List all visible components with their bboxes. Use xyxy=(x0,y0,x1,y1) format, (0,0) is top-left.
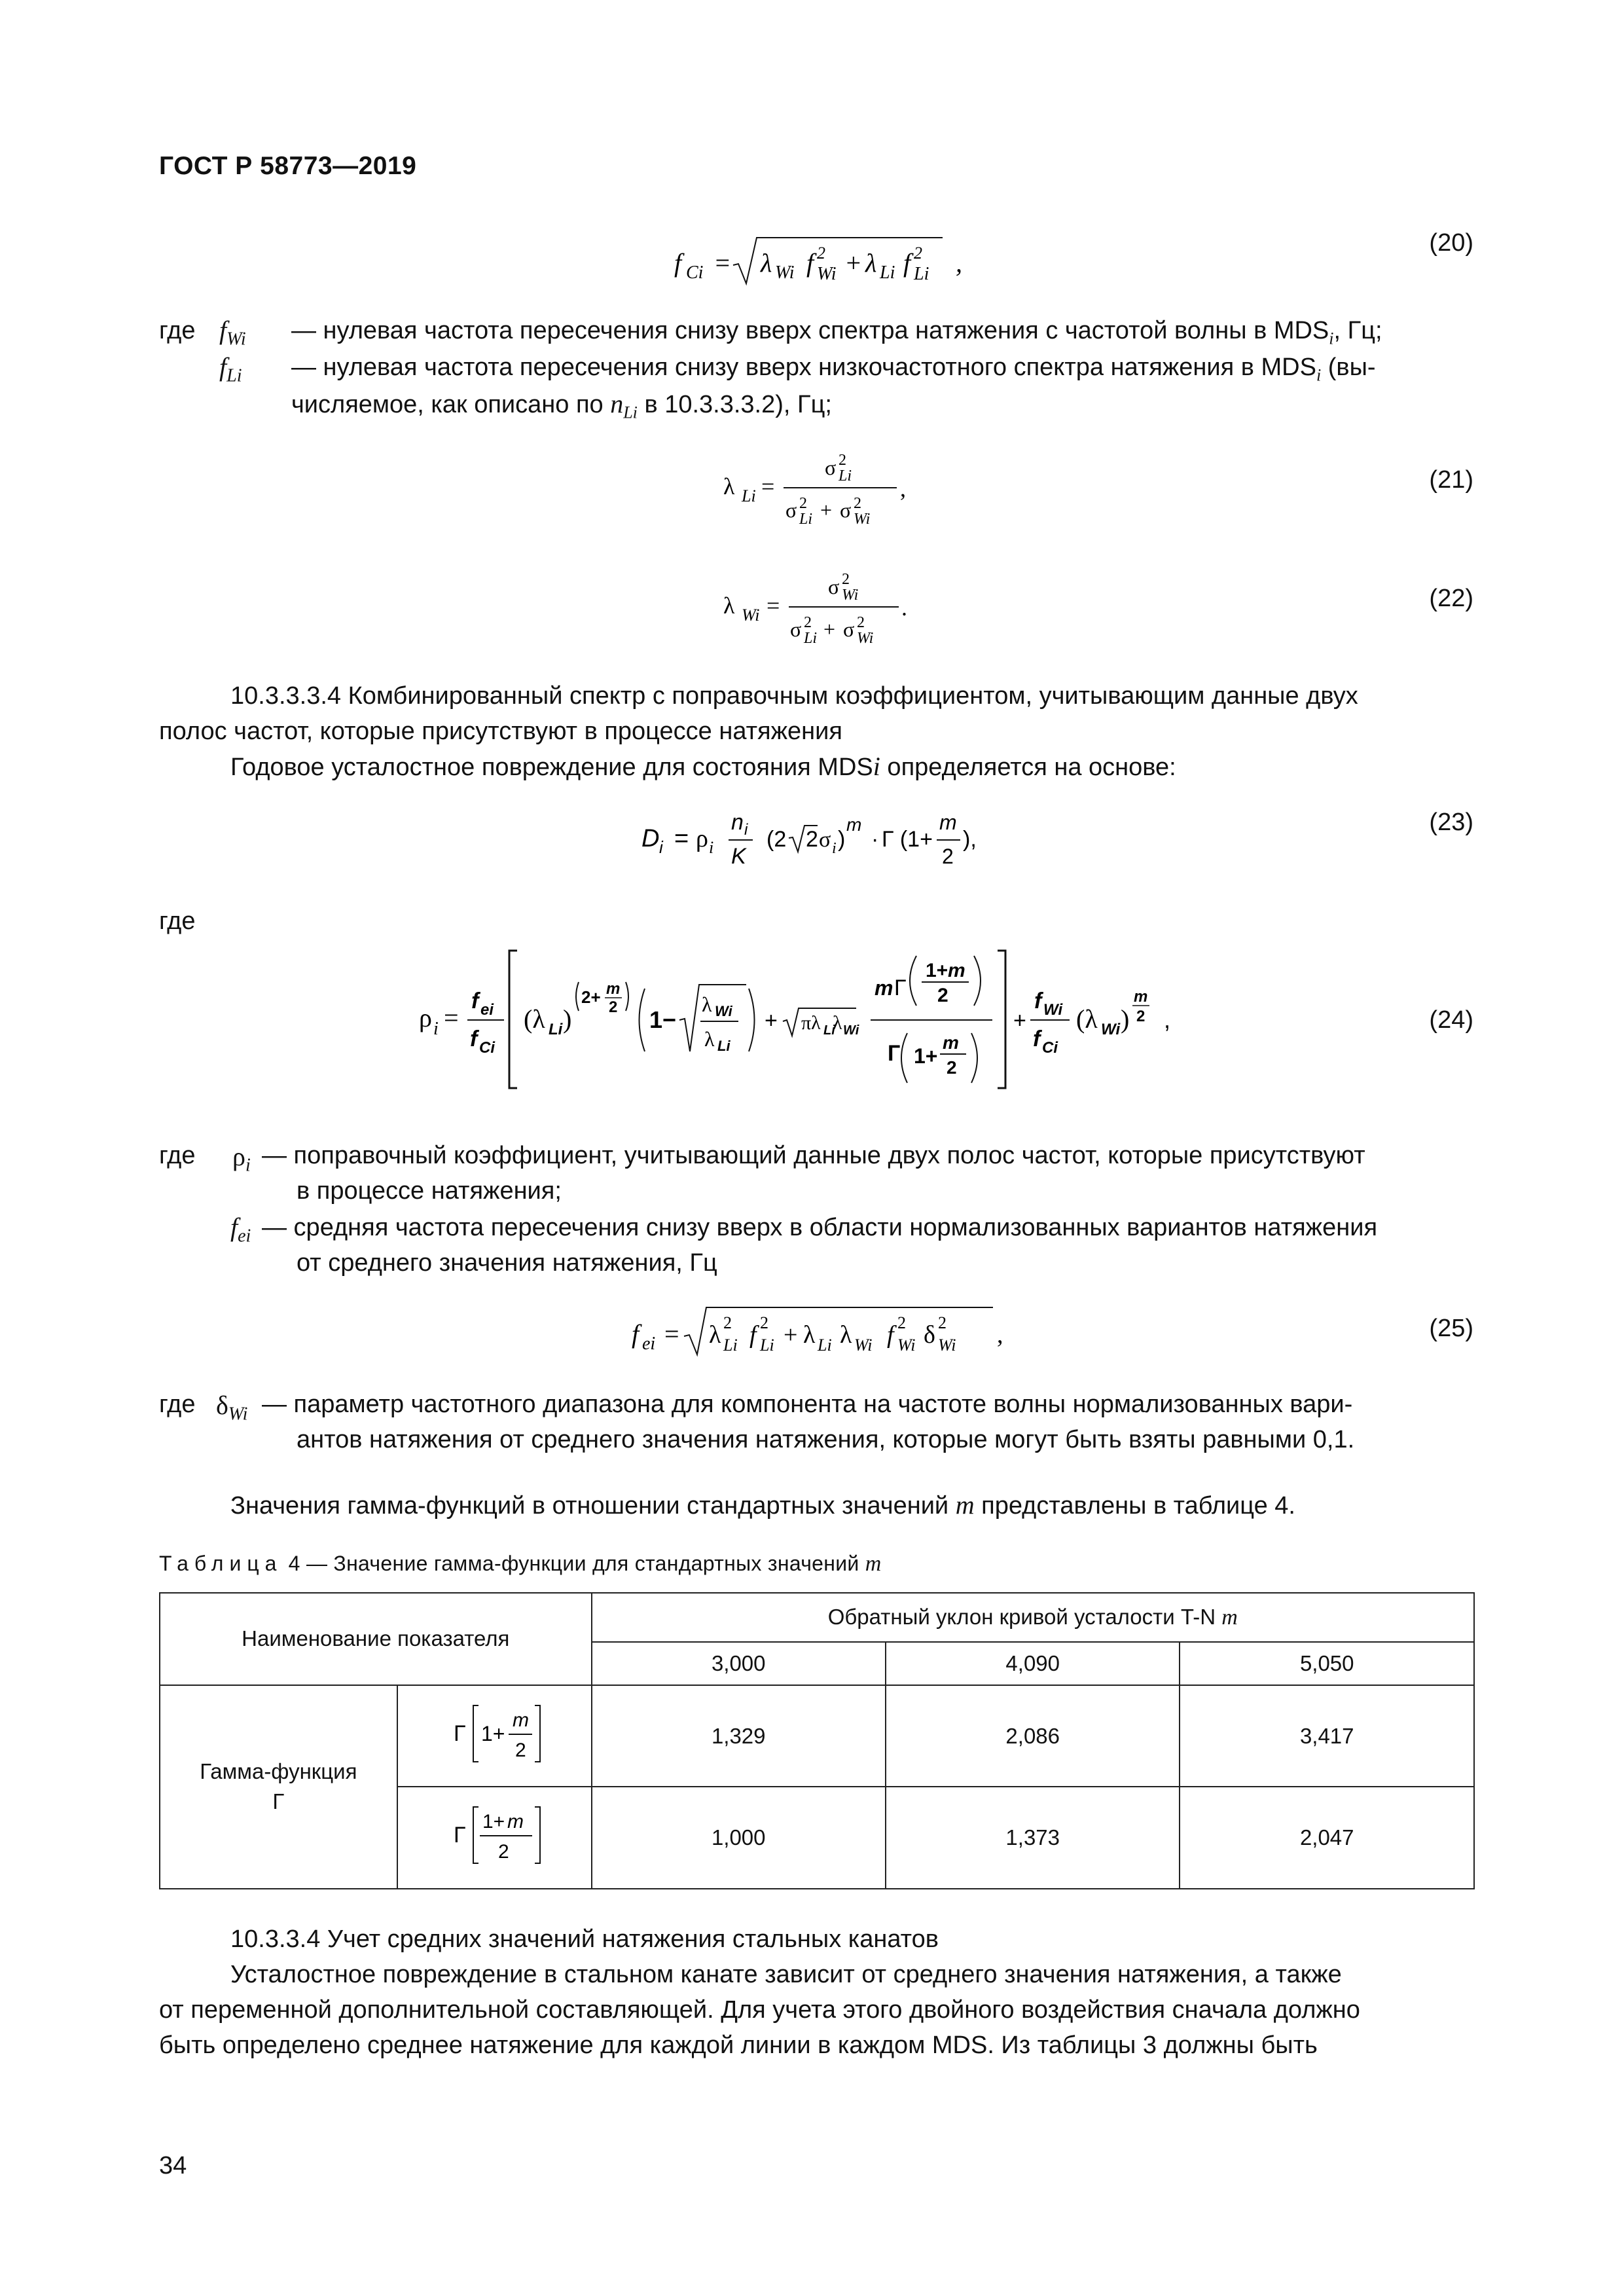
svg-text:σ: σ xyxy=(825,456,837,479)
equation-21 xyxy=(723,445,920,534)
svg-text:,: , xyxy=(900,475,906,501)
table-column-header: 5,050 xyxy=(1180,1642,1474,1685)
svg-text:Wi: Wi xyxy=(775,263,795,283)
table-cell: 2,047 xyxy=(1180,1787,1474,1889)
svg-text:ρ: ρ xyxy=(696,825,708,852)
svg-text:2: 2 xyxy=(897,1313,906,1332)
svg-text:Li: Li xyxy=(549,1021,563,1038)
svg-text:=: = xyxy=(674,825,689,852)
table-column-header: 4,090 xyxy=(886,1642,1180,1685)
svg-text:Li: Li xyxy=(799,511,813,528)
svg-text:n: n xyxy=(731,810,744,835)
svg-text:Wi: Wi xyxy=(742,606,760,625)
table-column-header: 3,000 xyxy=(592,1642,886,1685)
svg-text:+: + xyxy=(820,498,833,522)
svg-text:f: f xyxy=(1034,989,1042,1013)
svg-text:f: f xyxy=(806,248,814,278)
table-formula-1 xyxy=(397,1685,592,1787)
svg-text:Г: Г xyxy=(888,1041,901,1066)
gamma-intro-b: представлены в таблице 4. xyxy=(974,1492,1295,1520)
svg-text:m: m xyxy=(948,960,965,981)
svg-text:m: m xyxy=(943,1032,959,1053)
svg-text:Wi: Wi xyxy=(715,1003,732,1019)
equation-22-number: (22) xyxy=(1429,585,1473,612)
gamma-intro: Значения гамма-функций в отношении стандартных значений m представлены в таблице 4. xyxy=(230,1490,1295,1520)
section-text-line3b: определяется на основе: xyxy=(880,754,1176,781)
table-cell: 3,417 xyxy=(1180,1685,1474,1787)
definition-fei-line2: от среднего значения натяжения, Гц xyxy=(297,1249,717,1277)
svg-text:(λ: (λ xyxy=(524,1004,545,1034)
svg-text:ei: ei xyxy=(480,1001,494,1019)
definition-fwi-tail: , Гц; xyxy=(1333,317,1382,344)
svg-text:δ: δ xyxy=(924,1321,935,1349)
svg-text:i: i xyxy=(832,840,837,857)
symbol-delta: $\delta_{Wi}$ xyxy=(216,1391,248,1425)
svg-text:m: m xyxy=(606,980,621,998)
definition-delta-line2: антов натяжения от среднего значения натяжения, которые могут быть взяты равными 0,1. xyxy=(297,1426,1355,1453)
svg-text:1+: 1+ xyxy=(926,960,948,981)
symbol-rho: $\rho_i$ xyxy=(232,1142,251,1176)
table-formula-2 xyxy=(397,1787,592,1889)
svg-text:Wi: Wi xyxy=(857,630,874,647)
svg-text:): ) xyxy=(838,827,846,852)
svg-text:λ: λ xyxy=(709,1321,721,1349)
svg-text:Li: Li xyxy=(804,630,818,647)
svg-text:=: = xyxy=(761,473,775,500)
svg-text:f: f xyxy=(1033,1027,1041,1051)
equation-20-formula xyxy=(668,232,1008,291)
section-heading-line1: 10.3.3.3.4 Комбинированный спектр с поправочным коэффициентом, учитывающим данные двух xyxy=(230,682,1358,710)
where-label-4: где xyxy=(159,1391,196,1418)
svg-text:m: m xyxy=(507,1811,524,1833)
equation-23 xyxy=(638,802,1005,877)
definition-fli-text: — нулевая частота пересечения снизу вверх низкочастотного спектра натяжения в MDS xyxy=(291,354,1316,381)
svg-text:i: i xyxy=(659,837,663,857)
equation-24-number: (24) xyxy=(1429,1006,1473,1034)
svg-text:λ: λ xyxy=(761,248,772,278)
definition-rho: — поправочный коэффициент, учитывающий данные двух полос частот, которые присутствуют xyxy=(262,1142,1365,1169)
definition-fli-line2b: в 10.3.3.3.2), Гц; xyxy=(637,391,832,418)
svg-text:2: 2 xyxy=(839,452,846,469)
svg-text:ei: ei xyxy=(642,1334,656,1354)
svg-text:Г: Г xyxy=(454,1721,466,1746)
definition-delta: — параметр частотного диапазона для компонента на частоте волны нормализованных вари- xyxy=(262,1391,1353,1418)
svg-text:σ: σ xyxy=(843,617,855,641)
table-header-group: Обратный уклон кривой усталости T-N m xyxy=(592,1593,1475,1642)
svg-text:Wi: Wi xyxy=(843,1023,859,1038)
equation-22 xyxy=(723,564,920,653)
definition-fli-line2: числяемое, как описано по $n_{Li}$ в 10.3.3.3.2), Гц; xyxy=(291,389,832,422)
svg-text:2: 2 xyxy=(515,1739,526,1761)
svg-text:2: 2 xyxy=(854,495,861,512)
svg-text:m: m xyxy=(513,1709,530,1731)
svg-text:Li: Li xyxy=(823,1023,835,1038)
svg-text:2: 2 xyxy=(1136,1008,1146,1025)
table-header-group-text: Обратный уклон кривой усталости T-N xyxy=(827,1604,1222,1629)
section-heading-line2: полос частот, которые присутствуют в процессе натяжения xyxy=(159,718,842,745)
svg-text:f: f xyxy=(903,248,911,278)
svg-text:λ: λ xyxy=(704,1027,715,1051)
svg-text:Ci: Ci xyxy=(686,263,704,283)
svg-text:i: i xyxy=(433,1019,439,1039)
svg-text:Wi: Wi xyxy=(1101,1021,1121,1038)
definition-fli-tail: (вы- xyxy=(1321,354,1376,381)
svg-text:Wi: Wi xyxy=(842,587,859,604)
svg-text:=: = xyxy=(444,1003,459,1032)
svg-text:1−: 1− xyxy=(649,1006,677,1033)
gamma-formula-2 xyxy=(435,1799,553,1871)
svg-text:σ: σ xyxy=(790,617,802,641)
svg-text:Li: Li xyxy=(760,1336,774,1355)
definition-fwi: — нулевая частота пересечения снизу вверх спектра натяжения с частотой волны в $MDS_i$, Гц; xyxy=(291,317,1382,348)
svg-text:σ: σ xyxy=(840,498,852,522)
svg-text:ρ: ρ xyxy=(419,1003,432,1032)
table-header-name: Наименование показателя xyxy=(160,1593,592,1685)
svg-text:2+: 2+ xyxy=(581,987,601,1007)
table-caption: Таблица 4 — Значение гамма-функции для стандартных значений m xyxy=(159,1552,882,1576)
svg-text:+: + xyxy=(784,1321,798,1349)
table-row-label-line1: Гамма-функция xyxy=(200,1759,357,1784)
svg-text:λ: λ xyxy=(723,592,735,619)
definition-fwi-text: — нулевая частота пересечения снизу вверх спектра натяжения с частотой волны в MDS xyxy=(291,317,1329,344)
svg-text:2: 2 xyxy=(498,1841,509,1863)
svg-text:1+: 1+ xyxy=(481,1721,505,1745)
svg-text:Г: Г xyxy=(894,975,907,1000)
svg-text:i: i xyxy=(744,821,748,839)
definition-fli: — нулевая частота пересечения снизу вверх низкочастотного спектра натяжения в $MDS_i$ (вы- xyxy=(291,354,1376,385)
svg-text:2: 2 xyxy=(914,244,922,263)
svg-text:=: = xyxy=(767,592,780,619)
equation-20-number: (20) xyxy=(1429,229,1473,257)
svg-text:Wi: Wi xyxy=(854,1336,873,1355)
gamma-table xyxy=(159,1592,1475,1889)
equation-23-number: (23) xyxy=(1429,809,1473,836)
equation-21-number: (21) xyxy=(1429,466,1473,494)
svg-text:Г (1+: Г (1+ xyxy=(882,827,933,852)
svg-text:K: K xyxy=(731,844,746,869)
equation-20 xyxy=(668,232,1008,298)
where-label-2: где xyxy=(159,907,196,935)
svg-text:Ci: Ci xyxy=(1042,1039,1058,1057)
equation-24-formula xyxy=(419,943,1231,1093)
svg-text:m: m xyxy=(1134,988,1148,1006)
gamma-intro-a: Значения гамма-функций в отношении стандартных значений xyxy=(230,1492,956,1520)
svg-text:1+: 1+ xyxy=(914,1044,938,1068)
svg-text:1+: 1+ xyxy=(482,1811,505,1833)
svg-text:σ: σ xyxy=(785,498,797,522)
svg-text:Li: Li xyxy=(818,1336,832,1355)
svg-text:2: 2 xyxy=(842,571,850,588)
svg-text:Wi: Wi xyxy=(938,1336,956,1355)
svg-text:D: D xyxy=(641,825,660,852)
equation-21-formula xyxy=(723,445,920,530)
svg-text:(2: (2 xyxy=(767,827,787,852)
section-10-3-3-4-line3: быть определено среднее натяжение для каждой линии в каждом MDS. Из таблицы 3 должны быть xyxy=(159,2032,1318,2059)
document-header: ГОСТ Р 58773—2019 xyxy=(159,152,417,180)
svg-text:),: ), xyxy=(963,827,977,852)
section-10-3-3-4-heading: 10.3.3.4 Учет средних значений натяжения стальных канатов xyxy=(230,1925,939,1953)
equation-22-formula xyxy=(723,564,920,649)
svg-text:,: , xyxy=(956,248,962,278)
svg-text:2: 2 xyxy=(937,985,948,1006)
section-10-3-3-4-line1: Усталостное повреждение в стальном канате зависит от среднего значения натяжения, а также xyxy=(230,1961,1342,1988)
where-label-3: где xyxy=(159,1142,196,1169)
symbol-fei: $f_{ei}$ xyxy=(230,1212,251,1247)
symbol-fli: $f_{Li}$ xyxy=(219,352,242,386)
svg-text:m: m xyxy=(939,811,957,834)
svg-text:m: m xyxy=(846,814,862,835)
definition-fli-line2a: числяемое, как описано по xyxy=(291,391,611,418)
table-row-label-line2: Г xyxy=(272,1789,285,1814)
svg-text:Wi: Wi xyxy=(1043,1001,1063,1019)
symbol-fwi: $f_{Wi}$ xyxy=(219,316,246,350)
equation-23-formula xyxy=(638,802,1005,874)
svg-text:λ: λ xyxy=(833,1012,842,1034)
svg-text:): ) xyxy=(1121,1004,1130,1034)
table-cell: 2,086 xyxy=(886,1685,1180,1787)
svg-text:+: + xyxy=(765,1008,778,1033)
section-10-3-3-4-line2: от переменной дополнительной составляющей. Для учета этого двойного воздействия сначала должно xyxy=(159,1996,1360,2024)
svg-text:,: , xyxy=(997,1321,1003,1349)
svg-text:2: 2 xyxy=(760,1313,768,1332)
svg-text:λ: λ xyxy=(723,473,735,500)
svg-text:Li: Li xyxy=(723,1336,738,1355)
svg-text:2: 2 xyxy=(817,244,825,263)
svg-text:λ: λ xyxy=(803,1321,816,1349)
table-cell: 1,000 xyxy=(592,1787,886,1889)
page-number: 34 xyxy=(159,2152,187,2179)
svg-text:2: 2 xyxy=(938,1313,947,1332)
gamma-formula-1 xyxy=(435,1698,553,1770)
section-text-line3a: Годовое усталостное повреждение для состояния MDS xyxy=(230,754,873,781)
equation-25-formula xyxy=(632,1300,1024,1365)
svg-text:Li: Li xyxy=(880,263,895,283)
svg-text:+: + xyxy=(844,248,862,278)
table-caption-rest: 4 — Значение гамма-функции для стандартных значений xyxy=(282,1552,865,1575)
svg-text:Ci: Ci xyxy=(479,1039,495,1057)
table-row-label xyxy=(160,1685,397,1889)
svg-text:2: 2 xyxy=(799,495,807,512)
svg-text:i: i xyxy=(709,838,714,857)
svg-text:(λ: (λ xyxy=(1076,1004,1098,1034)
svg-text:f: f xyxy=(749,1321,757,1349)
svg-text:+: + xyxy=(1013,1008,1026,1033)
equation-25 xyxy=(632,1300,1024,1368)
svg-text:Li: Li xyxy=(742,486,756,505)
svg-text:Wi: Wi xyxy=(854,511,871,528)
svg-text:λ: λ xyxy=(840,1321,852,1349)
svg-text:=: = xyxy=(713,248,731,278)
svg-text:): ) xyxy=(563,1004,572,1034)
svg-text:Li: Li xyxy=(839,467,852,484)
equation-25-number: (25) xyxy=(1429,1315,1473,1342)
svg-text:f: f xyxy=(632,1319,640,1349)
svg-text:σ: σ xyxy=(819,828,831,852)
svg-text:Wi: Wi xyxy=(897,1336,916,1355)
svg-text:,: , xyxy=(1164,1006,1171,1033)
definition-rho-line2: в процессе натяжения; xyxy=(297,1177,562,1205)
svg-text:2: 2 xyxy=(947,1057,957,1078)
svg-text:Li: Li xyxy=(717,1038,731,1054)
svg-text:.: . xyxy=(901,594,907,621)
svg-text:Wi: Wi xyxy=(817,264,837,284)
svg-text:2: 2 xyxy=(942,845,954,868)
svg-text:λ: λ xyxy=(865,248,877,278)
svg-text:σ: σ xyxy=(828,575,840,598)
svg-text:Li: Li xyxy=(914,264,929,284)
svg-text:2: 2 xyxy=(723,1313,732,1332)
where-label-1: где xyxy=(159,317,196,344)
svg-text:f: f xyxy=(674,248,682,278)
svg-text:f: f xyxy=(887,1321,894,1349)
svg-text:Г: Г xyxy=(454,1823,466,1848)
svg-text:·: · xyxy=(871,827,879,852)
svg-text:+: + xyxy=(823,617,836,641)
svg-text:=: = xyxy=(664,1319,679,1349)
svg-text:m: m xyxy=(875,976,893,1000)
definition-fei: — средняя частота пересечения снизу вверх в области нормализованных вариантов натяжения xyxy=(262,1214,1378,1241)
svg-text:2: 2 xyxy=(804,614,812,631)
equation-24 xyxy=(419,943,1231,1097)
svg-text:f: f xyxy=(471,989,479,1013)
svg-text:2: 2 xyxy=(806,827,818,852)
table-cell: 1,329 xyxy=(592,1685,886,1787)
svg-text:λ: λ xyxy=(702,993,712,1016)
svg-text:2: 2 xyxy=(857,614,865,631)
section-text-line3: Годовое усталостное повреждение для состояния MDSi определяется на основе: xyxy=(230,752,1176,781)
svg-text:f: f xyxy=(470,1027,478,1051)
table-cell: 1,373 xyxy=(886,1787,1180,1889)
svg-text:πλ: πλ xyxy=(801,1012,821,1034)
svg-text:2: 2 xyxy=(609,998,618,1016)
table-caption-prefix: Таблица xyxy=(159,1552,283,1575)
